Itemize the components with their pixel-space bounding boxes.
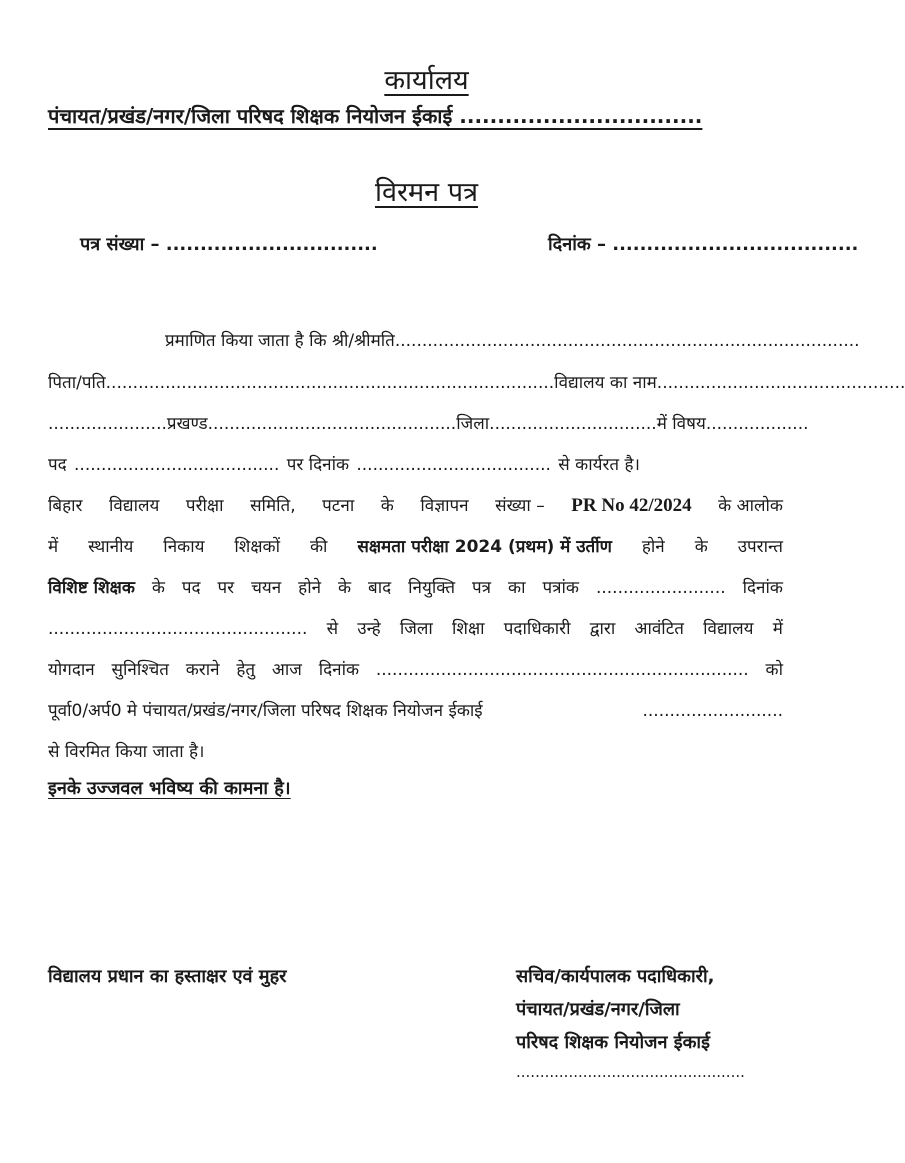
- word: सुनिश्चित: [111, 660, 169, 680]
- word: बाद: [368, 578, 392, 598]
- word: द्वारा: [589, 619, 616, 639]
- subject-blank: ...................: [705, 414, 809, 434]
- word: विद्यालय: [109, 496, 160, 516]
- blank: ......................: [48, 414, 167, 434]
- body-line-6: [48, 534, 783, 557]
- school-name-label: विद्यालय का नाम: [554, 373, 657, 393]
- joining-date-blank: .....................................................................: [375, 660, 749, 680]
- relieved-text: से विरमित किया जाता है।: [48, 742, 205, 762]
- body-line-2: [48, 370, 905, 393]
- best-wishes-text: इनके उज्जवल भविष्य की कामना है।: [48, 778, 291, 799]
- district-blank: ...............................: [489, 414, 657, 434]
- word: समिति,: [250, 496, 296, 516]
- father-husband-blank: ...................................................................................: [105, 373, 555, 393]
- word: आवंटित: [634, 619, 684, 639]
- body-line-5: [48, 493, 783, 517]
- body-line-8: [48, 616, 783, 639]
- body-line-4: [48, 452, 640, 475]
- post-blank: ......................................: [74, 455, 280, 475]
- exam-name: सक्षमता परीक्षा 2024 (प्रथम) में उर्तीण: [357, 537, 612, 557]
- special-teacher: विशिष्ट शिक्षक: [48, 578, 135, 598]
- word: नियुक्ति: [408, 578, 456, 598]
- body-line-11: [48, 739, 204, 762]
- word: शिक्षकों: [234, 537, 281, 557]
- unit-heading: पंचायत/प्रखंड/नगर/जिला परिषद शिक्षक नियोजन ईकाई ................................: [48, 104, 703, 128]
- word: स्थानीय: [88, 537, 134, 557]
- word: शिक्षा: [452, 619, 485, 639]
- letter-ref-blank: ........................: [595, 578, 726, 598]
- secretary-title: सचिव/कार्यपालक पदाधिकारी,: [516, 966, 715, 987]
- working-since-text: से कार्यरत है।: [558, 455, 640, 475]
- headmaster-signature-label: विद्यालय प्रधान का हस्ताक्षर एवं मुहर: [48, 966, 287, 987]
- word: के: [380, 496, 394, 516]
- word: विद्यालय: [703, 619, 754, 639]
- word: हेतु: [236, 660, 256, 680]
- word: में: [48, 537, 59, 557]
- word: परीक्षा: [185, 496, 224, 516]
- word: के आलोक: [718, 496, 783, 516]
- unit-blank: ..........................: [642, 701, 783, 721]
- block-label: प्रखण्ड: [166, 414, 208, 434]
- document-title: विरमन पत्र: [374, 177, 478, 208]
- block-blank: ..............................................: [207, 414, 457, 434]
- date-blank: ................................................: [48, 619, 308, 639]
- word: की: [309, 537, 328, 557]
- school-name-blank: ..............................................: [656, 373, 905, 393]
- word: का: [508, 578, 526, 598]
- relieve-text: पूर्वा0/अर्प0 मे पंचायत/प्रखंड/नगर/जिला परिषद शिक्षक नियोजन ईकाई: [48, 701, 483, 721]
- word: संख्या –: [495, 496, 545, 516]
- district-label: जिला: [456, 414, 490, 434]
- word: के: [694, 537, 708, 557]
- word: पत्रांक: [542, 578, 579, 598]
- word: पदाधिकारी: [503, 619, 571, 639]
- word: पटना: [322, 496, 355, 516]
- body-line-9: [48, 657, 783, 680]
- word: उन्हे: [357, 619, 381, 639]
- date-blank: ....................................: [356, 455, 551, 475]
- certify-text: प्रमाणित किया जाता है कि श्री/श्रीमति: [165, 331, 395, 351]
- word: निकाय: [163, 537, 205, 557]
- name-blank: ......................................................................................: [394, 331, 860, 351]
- secretary-unit-1: पंचायत/प्रखंड/नगर/जिला: [516, 999, 680, 1020]
- word: आज: [271, 660, 302, 680]
- word: कराने: [185, 660, 220, 680]
- secretary-unit-2: परिषद शिक्षक नियोजन ईकाई: [516, 1032, 710, 1053]
- office-heading: कार्यालय: [384, 65, 469, 96]
- body-line-1: [165, 328, 860, 351]
- body-line-3: [48, 411, 809, 434]
- word: को: [765, 660, 783, 680]
- body-line-7: [48, 575, 783, 598]
- word: होने: [298, 578, 322, 598]
- word: में: [772, 619, 783, 639]
- word: जिला: [399, 619, 433, 639]
- letter-number-field: पत्र संख्या – ...............................: [80, 234, 378, 255]
- word: उपरान्त: [737, 537, 783, 557]
- post-label: पद: [48, 455, 67, 475]
- advertisement-number: PR No 42/2024: [571, 495, 692, 516]
- father-husband-label: पिता/पति: [48, 373, 106, 393]
- word: विज्ञापन: [420, 496, 469, 516]
- word: पर: [217, 578, 235, 598]
- word: होने: [641, 537, 665, 557]
- word: दिनांक: [318, 660, 360, 680]
- word: से: [326, 619, 339, 639]
- word: बिहार: [48, 496, 83, 516]
- body-line-10: [48, 698, 783, 721]
- word: योगदान: [48, 660, 95, 680]
- word: चयन: [251, 578, 282, 598]
- word: पत्र: [472, 578, 492, 598]
- word: पद: [181, 578, 201, 598]
- word: के: [151, 578, 165, 598]
- date-field: दिनांक – ....................................: [548, 234, 859, 255]
- word: के: [338, 578, 352, 598]
- date-label: पर दिनांक: [286, 455, 350, 475]
- word: दिनांक: [742, 578, 783, 598]
- subject-label: में विषय: [656, 414, 706, 434]
- secretary-signature-blank: ................................................: [516, 1063, 745, 1081]
